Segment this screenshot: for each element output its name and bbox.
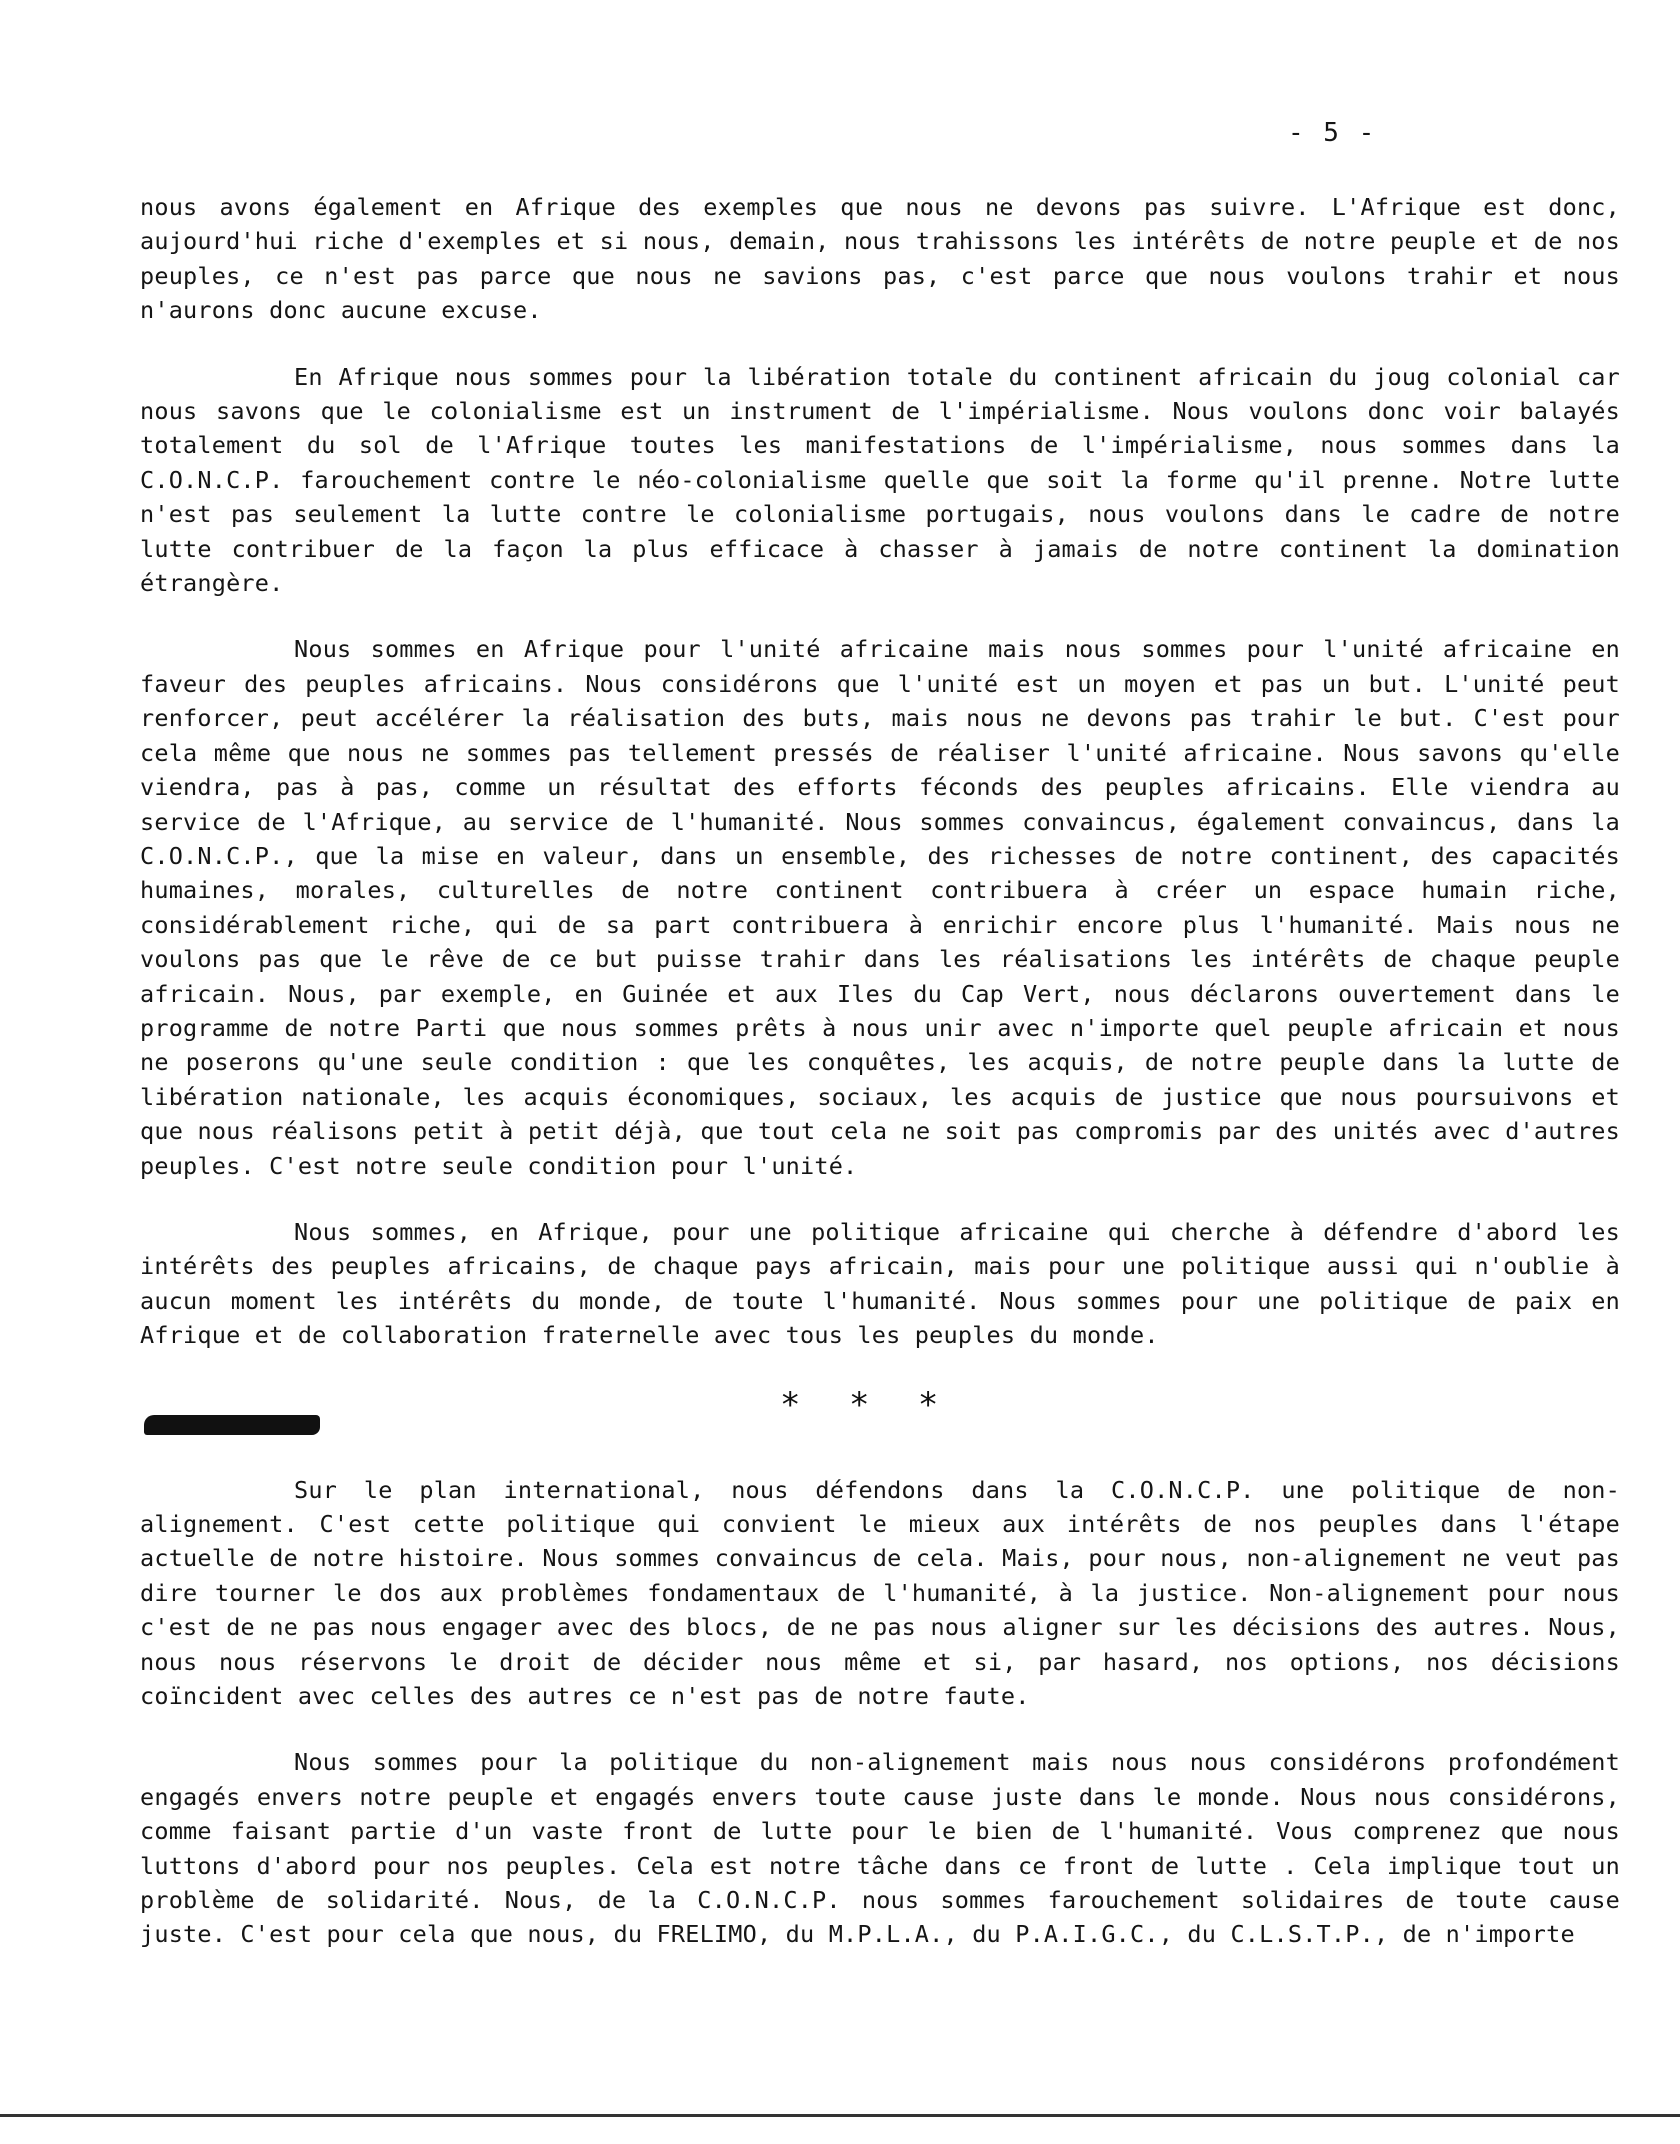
paragraph-3: Nous sommes en Afrique pour l'unité africaine mais nous sommes pour l'unité africaine en faveur des peuples africains. Nous considérons que l'unité est un moyen et pas un but. L'unité peut renforcer, peut accélérer la réalisation des buts, mais nous ne devons pas trahir le but. C'est pour cela même que nous ne sommes pas tellement pressés de réaliser l'unité africaine. Nous savons qu'elle viendra, pas à pas, comme un résultat des efforts féconds des peuples africains. Elle viendra au service de l'Afrique, au service de l'humanité. Nous sommes convaincus, également convaincus, dans la C.O.N.C.P., que la mise en valeur, dans un ensemble, des richesses de notre continent, des capacités humaines, morales, culturelles de notre continent contribuera à créer un espace humain riche, considérablement riche, qui de sa part contribuera à enrichir encore plus l'humanité. Mais nous ne voulons pas que le rêve de ce but puisse trahir dans les réalisations les intérêts de chaque peuple africain. Nous, par exemple, en Guinée et aux Iles du Cap Vert, nous déclarons ouvertement dans le programme de notre Parti que nous sommes prêts à nous unir avec n'importe quel peuple africain et nous ne poserons qu'une seule condition : que les conquêtes, les acquis, de notre peuple dans la lutte de libération nationale, les acquis économiques, sociaux, les acquis de justice que nous poursuivons et que nous réalisons petit à petit déjà, que tout cela ne soit pas compromis par des unités avec d'autres peuples. C'est notre seule condition pour l'unité. [140,635,1620,1180]
redaction-mark [144,1415,320,1435]
paragraph-6: Nous sommes pour la politique du non-alignement mais nous nous considérons profondément engagés envers notre peuple et engagés envers toute cause juste dans le monde. Nous nous considérons, comme faisant partie d'un vaste front de lutte pour le bien de l'humanité. Vous comprenez que nous luttons d'abord pour nos peuples. Cela est notre tâche dans ce front de lutte . Cela implique tout un problème de solidarité. Nous, de la C.O.N.C.P. nous sommes farouchement solidaires de toute cause juste. C'est pour cela que nous, du FRELIMO, du M.P.L.A., du P.A.I.G.C., du C.L.S.T.P., de n'importe [140,1748,1620,1949]
paragraph-4: Nous sommes, en Afrique, pour une politique africaine qui cherche à défendre d'abord les intérêts des peuples africains, de chaque pays africain, mais pour une politique aussi qui n'oublie à aucun moment les intérêts du monde, de toute l'humanité. Nous sommes pour une politique de paix en Afrique et de collaboration fraternelle avec tous les peuples du monde. [140,1217,1620,1350]
asterism: * * * [780,1384,953,1425]
paragraph-2: En Afrique nous sommes pour la libération totale du continent africain du joug colonial car nous savons que le colonialisme est un instrument de l'impérialisme. Nous voulons donc voir balayés totalement du sol de l'Afrique toutes les manifestations de l'impérialisme, nous sommes dans la C.O.N.C.P. farouchement contre le néo-colonialisme quelle que soit la forme qu'il prenne. Notre lutte n'est pas seulement la lutte contre le colonialisme portugais, nous voulons dans le cadre de notre lutte contribuer de la façon la plus efficace à chasser à jamais de notre continent la domination étrangère. [140,362,1620,598]
section-separator [140,1385,1620,1453]
paragraph-1: nous avons également en Afrique des exemples que nous ne devons pas suivre. L'Afrique est donc, aujourd'hui riche d'exemples et si nous, demain, nous trahissons les intérêts de notre peuple et de nos peuples, ce n'est pas parce que nous ne savions pas, c'est parce que nous voulons trahir et nous n'aurons donc aucune excuse. [140,193,1620,325]
paragraph-5: Sur le plan international, nous défendons dans la C.O.N.C.P. une politique de non-alignement. C'est cette politique qui convient le mieux aux intérêts de nos peuples dans l'étape actuelle de notre histoire. Nous sommes convaincus de cela. Mais, pour nous, non-alignement ne veut pas dire tourner le dos aux problèmes fondamentaux de l'humanité, à la justice. Non-alignement pour nous c'est de ne pas nous engager avec des blocs, de ne pas nous aligner sur les décisions des autres. Nous, nous nous réservons le droit de décider nous même et si, par hasard, nos options, nos décisions coïncident avec celles des autres ce n'est pas de notre faute. [140,1475,1620,1711]
footer-rule [0,2114,1680,2117]
document-body [140,190,1620,1984]
page-number: - 5 - [1288,118,1377,148]
